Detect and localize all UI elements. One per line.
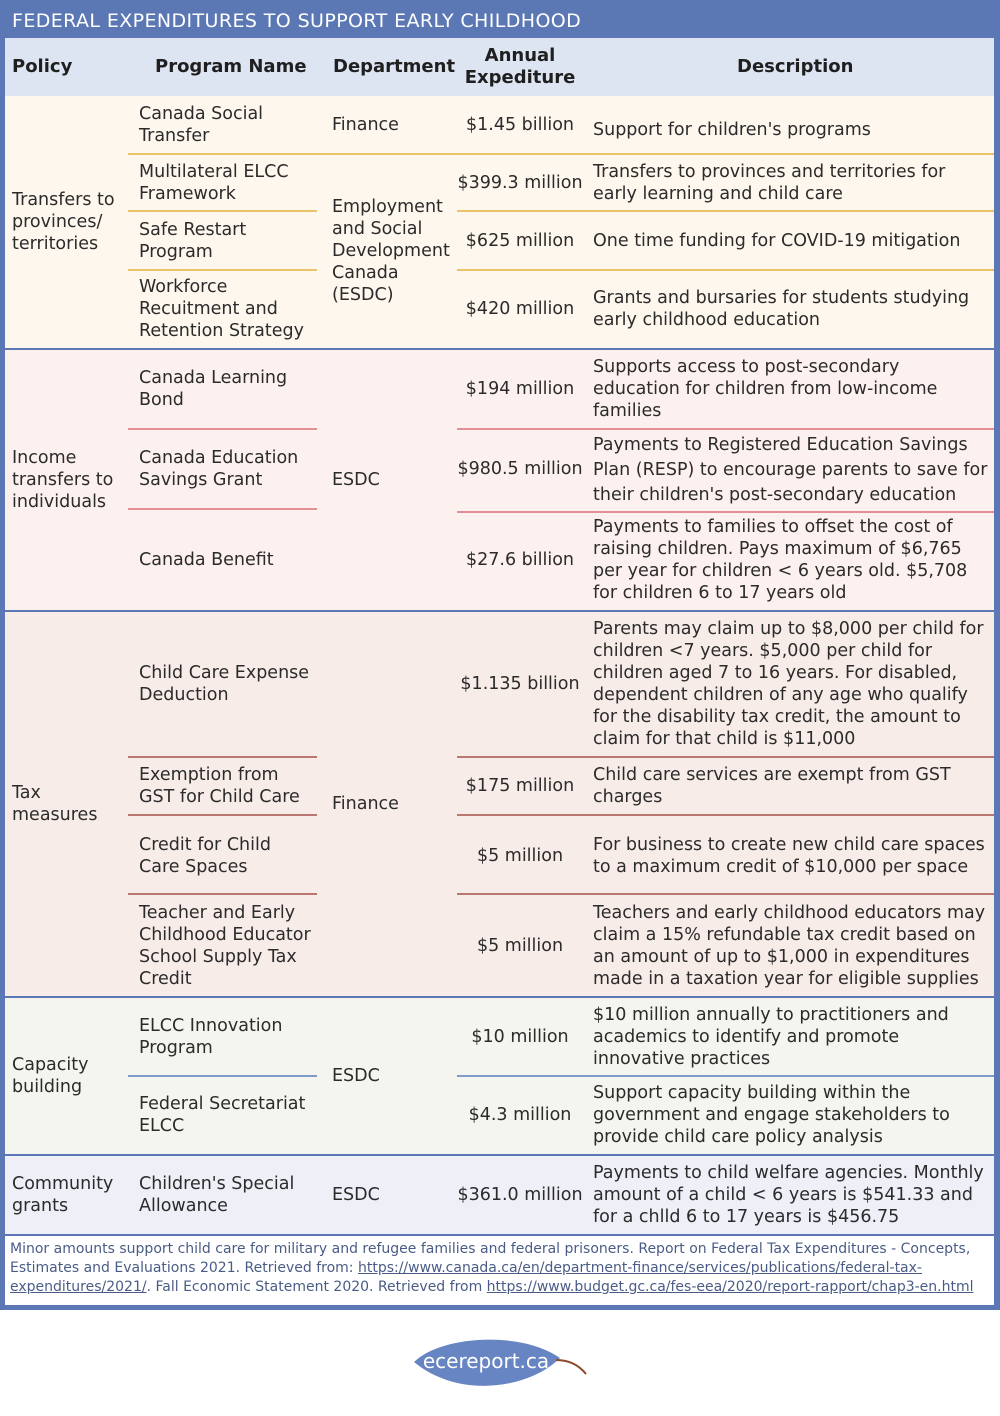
row-separator <box>128 893 317 895</box>
program-name: Children's Special Allowance <box>139 1174 295 1216</box>
description: Grants and bursaries for students studying early childhood education <box>593 288 970 330</box>
annual-expenditure: $194 million <box>465 379 575 399</box>
program-name: Credit for Child Care Spaces <box>139 835 271 877</box>
program-name: Workforce Recuitment and Retention Strategy <box>139 277 304 341</box>
description: Child care services are exempt from GST charges <box>593 765 951 807</box>
row-separator <box>128 428 317 430</box>
section-income-transfers <box>5 350 994 610</box>
annual-expenditure: $1.135 billion <box>460 674 580 694</box>
program-name: Multilateral ELCC Framework <box>139 162 289 204</box>
annual-expenditure: $420 million <box>465 299 575 319</box>
footnote-sources: Minor amounts support child care for military and refugee families and federal prisoners. Report on Federal Tax Expenditures - Concepts, Estimates and Evaluations 2021. Retrieved from: <box>10 1241 971 1276</box>
annual-expenditure: $980.5 million <box>457 459 583 479</box>
program-name: Federal Secretariat ELCC <box>139 1094 306 1136</box>
description: Parents may claim up to $8,000 per child for children <7 years. $5,000 per child for children aged 7 to 16 years. For disabled, dependent children of any age who qualify for the disability tax credit, the amount to claim for that child is $11,000 <box>593 619 984 749</box>
program-name: Canada Benefit <box>139 550 274 570</box>
department-label: Finance <box>332 115 399 135</box>
section-capacity-building <box>5 998 994 1154</box>
policy-label: Capacity building <box>12 1055 89 1097</box>
row-separator <box>457 756 994 758</box>
annual-expenditure: $399.3 million <box>457 173 583 193</box>
annual-expenditure: $1.45 billion <box>465 115 575 135</box>
program-name: Teacher and Early Childhood Educator School Supply Tax Credit <box>139 903 311 989</box>
footnote-fall-statement: . Fall Economic Statement 2020. Retrieved from <box>146 1279 487 1295</box>
program-name: Child Care Expense Deduction <box>139 663 310 705</box>
row-separator <box>128 508 317 510</box>
description: Support capacity building within the government and engage stakeholders to provide child care policy analysis <box>593 1083 950 1147</box>
description: Payments to families to offset the cost of raising children. Pays maximum of $6,765 per year for children < 6 years old. $5,708 for children 6 to 17 years old <box>593 517 968 603</box>
header-department: Department <box>333 56 456 77</box>
department-label: Finance <box>332 794 399 814</box>
annual-expenditure: $361.0 million <box>457 1185 583 1205</box>
annual-expenditure: $625 million <box>465 231 575 251</box>
section-transfers-provinces <box>5 96 994 348</box>
description: Teachers and early childhood educators may claim a 15% refundable tax credit based on an amount of up to $1,000 in expenditures made in a taxation year for eligible supplies <box>593 903 986 989</box>
row-separator <box>128 814 317 816</box>
row-separator <box>128 1075 317 1077</box>
program-name: Canada Social Transfer <box>139 104 264 146</box>
ecereport-logo[interactable] <box>410 1330 590 1396</box>
header-policy: Policy <box>12 56 73 77</box>
annual-expenditure: $27.6 billion <box>465 550 575 570</box>
row-separator <box>457 893 994 895</box>
description: For business to create new child care spaces to a maximum credit of $10,000 per space <box>593 835 985 877</box>
header-description: Description <box>737 56 854 77</box>
row-separator <box>128 756 317 758</box>
footnote <box>5 1236 994 1305</box>
program-name: Safe Restart Program <box>139 220 247 262</box>
department-label: ESDC <box>332 470 380 490</box>
logo-text: ecereport.ca <box>422 1349 550 1373</box>
program-name: ELCC Innovation Program <box>139 1016 283 1058</box>
table-header <box>5 38 994 96</box>
page-title: FEDERAL EXPENDITURES TO SUPPORT EARLY CHILDHOOD <box>12 10 582 32</box>
row-separator <box>457 1075 994 1077</box>
department-label: ESDC <box>332 1185 380 1205</box>
annual-expenditure: $5 million <box>476 846 564 866</box>
footnote-text <box>10 1240 985 1297</box>
description: Payments to child welfare agencies. Monthly amount of a child < 6 years is $541.33 and for a chlld 6 to 17 years is $456.75 <box>593 1163 984 1227</box>
annual-expenditure: $175 million <box>465 776 575 796</box>
program-name: Exemption from GST for Child Care <box>139 765 300 807</box>
source-link-canada[interactable]: https://www.canada.ca/en/department-finance/services/publications/federal-tax-expenditures/2021/ <box>10 1260 922 1295</box>
stem-icon <box>556 1360 586 1374</box>
department-label: Employment and Social Development Canada (ESDC) <box>332 197 450 305</box>
policy-label: Income transfers to individuals <box>12 448 114 512</box>
annual-expenditure: $5 million <box>476 936 564 956</box>
header-expenditure: Annual Expediture <box>464 45 576 88</box>
row-separator <box>128 210 317 212</box>
description: Support for children's programs <box>593 120 871 140</box>
header-program: Program Name <box>155 56 307 77</box>
row-separator <box>457 210 994 212</box>
description: Transfers to provinces and territories for early learning and child care <box>593 162 946 204</box>
description: $10 million annually to practitioners and academics to identify and promote innovative practices <box>593 1005 949 1069</box>
annual-expenditure: $10 million <box>471 1027 569 1047</box>
row-separator <box>457 814 994 816</box>
description: Supports access to post-secondary education for children from low-income families <box>593 357 938 421</box>
policy-label: Tax measures <box>12 783 98 825</box>
department-label: ESDC <box>332 1066 380 1086</box>
row-separator <box>128 269 317 271</box>
description: Payments to Registered Education Savings Plan (RESP) to encourage parents to save for their children's post-secondary education <box>593 434 988 505</box>
section-community-grants <box>5 1156 994 1234</box>
section-tax-measures <box>5 612 994 996</box>
row-separator <box>457 428 994 430</box>
row-separator <box>128 153 994 155</box>
annual-expenditure: $4.3 million <box>468 1105 572 1125</box>
row-separator <box>457 269 994 271</box>
policy-label: Community grants <box>12 1174 114 1216</box>
policy-label: Transfers to provinces/ territories <box>12 190 115 254</box>
row-separator <box>457 511 994 513</box>
program-name: Canada Learning Bond <box>139 368 288 410</box>
program-name: Canada Education Savings Grant <box>139 448 299 490</box>
description: One time funding for COVID-19 mitigation <box>593 231 961 251</box>
source-link-budget[interactable]: https://www.budget.gc.ca/fes-eea/2020/report-rapport/chap3-en.html <box>486 1279 974 1295</box>
